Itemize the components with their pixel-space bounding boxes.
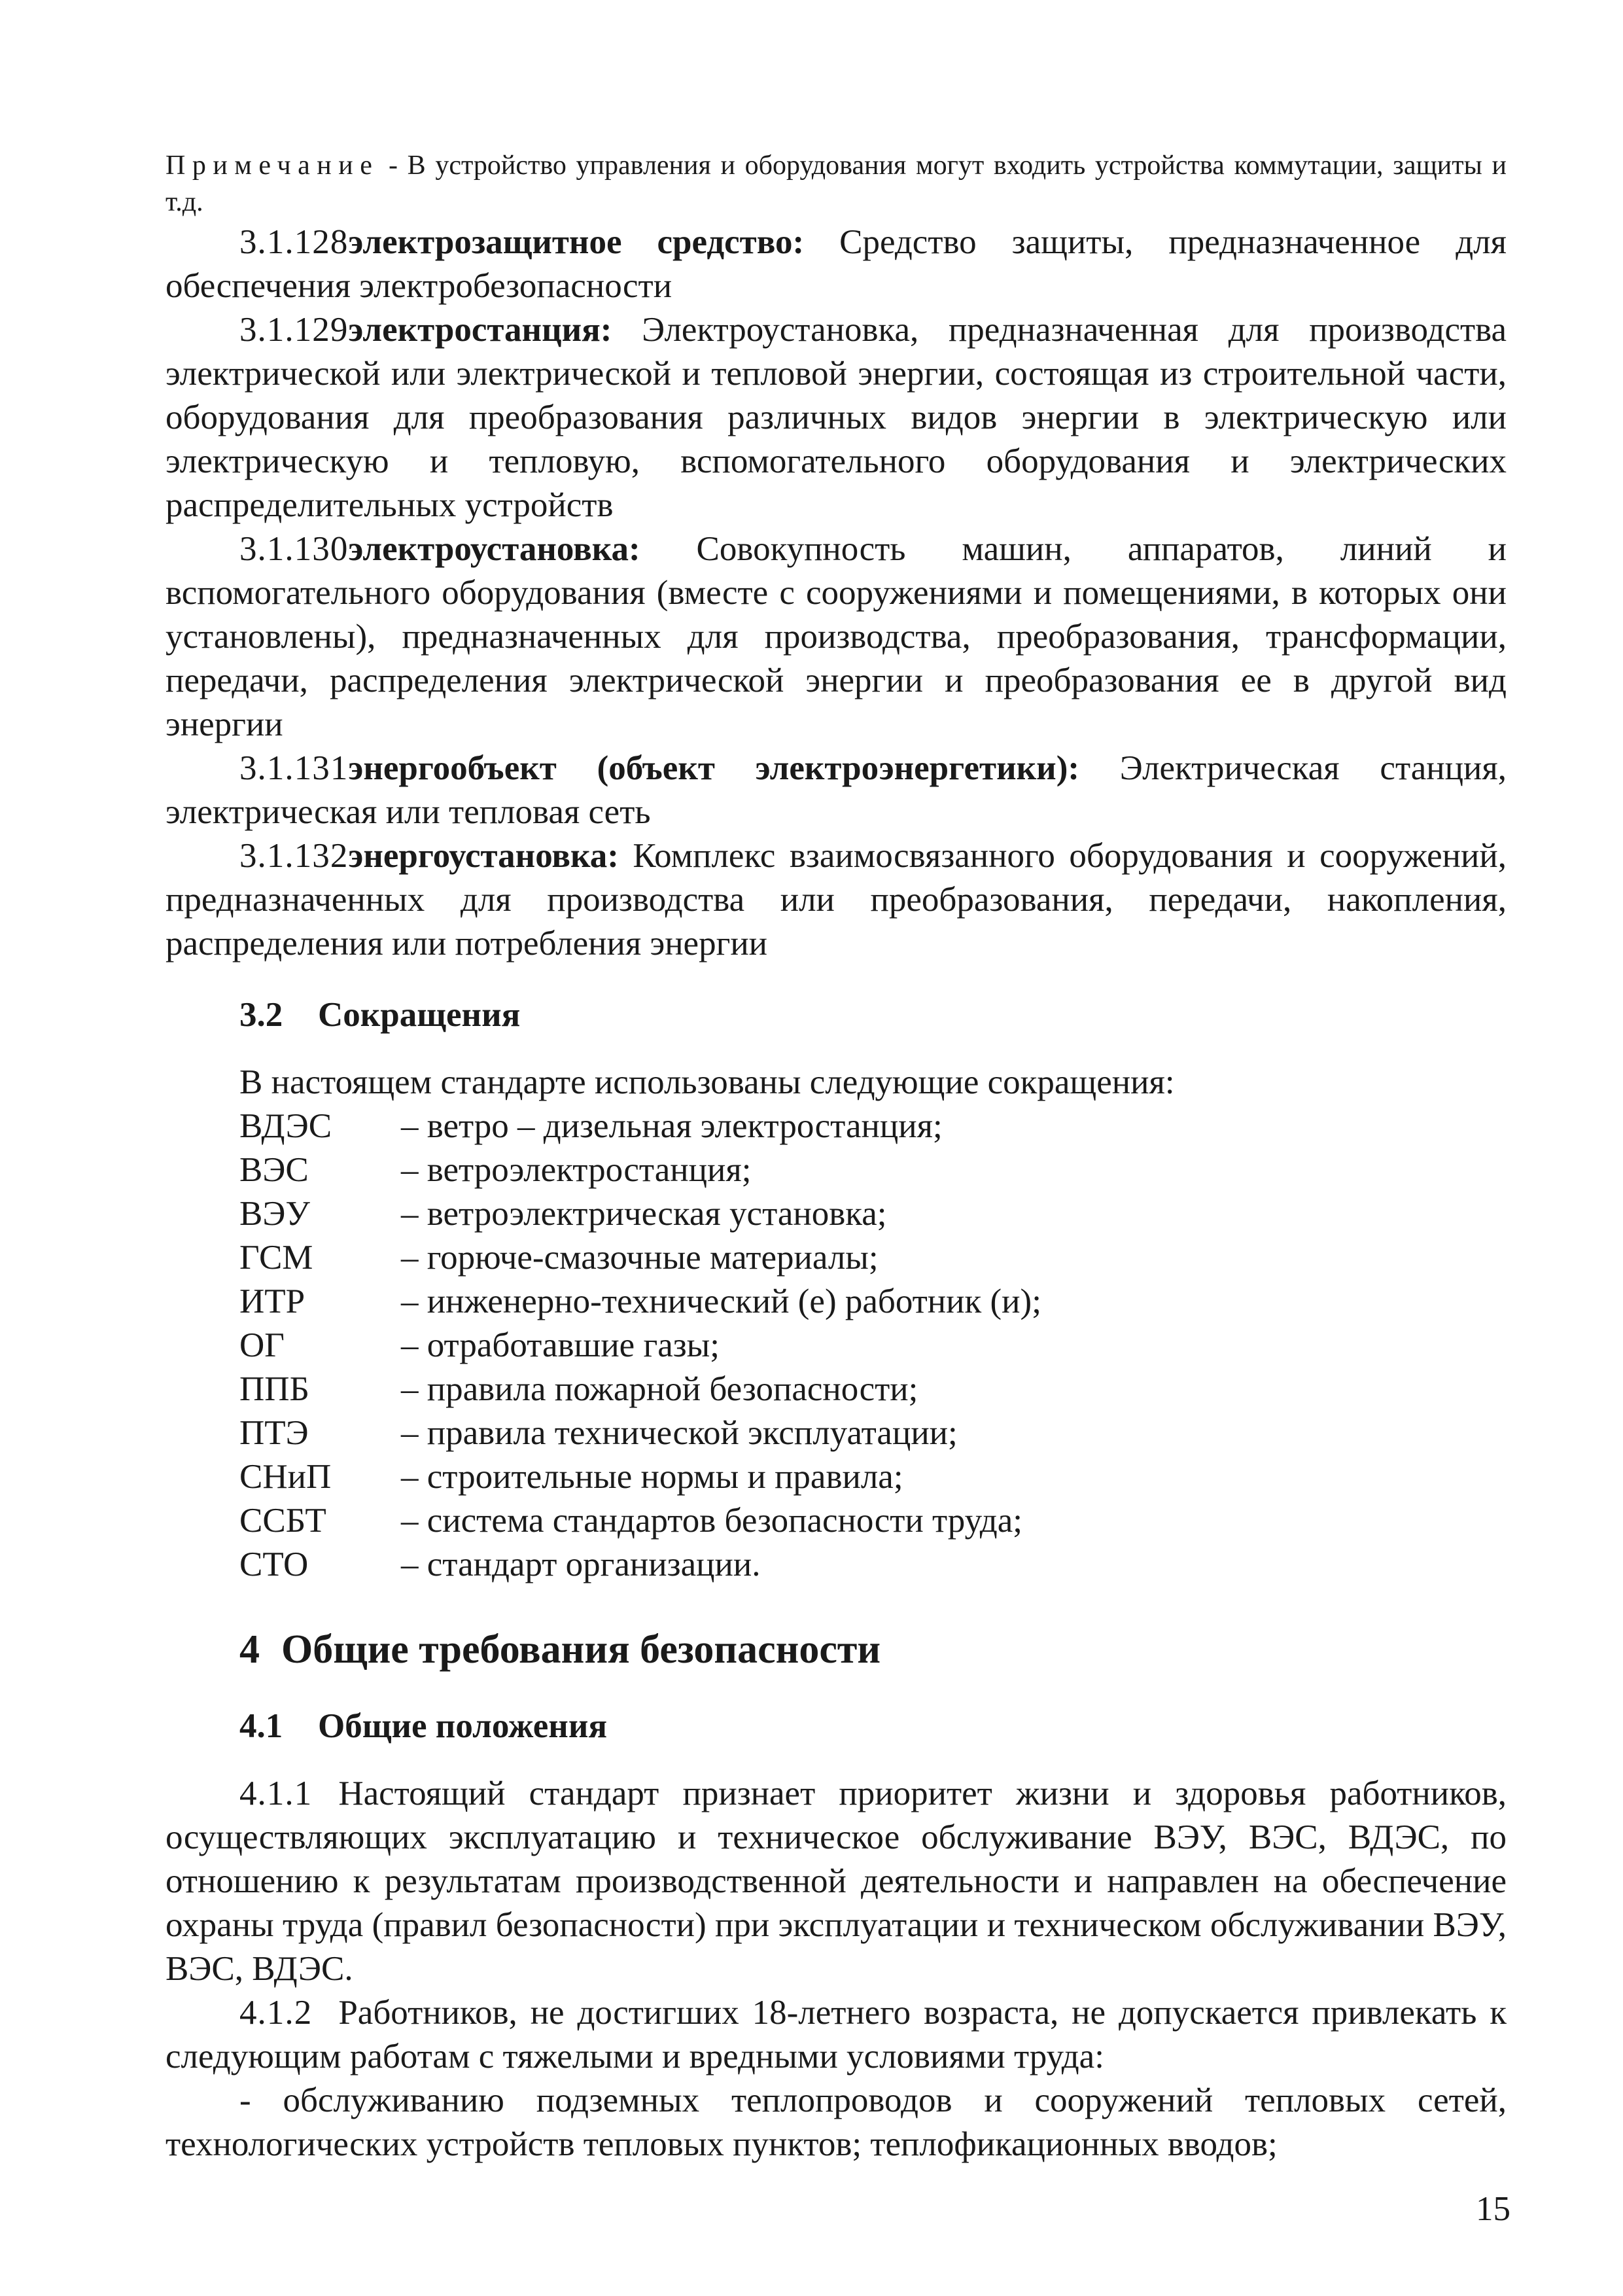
abbreviation-description: – строительные нормы и правила; bbox=[401, 1458, 903, 1496]
abbreviation-row bbox=[239, 1368, 1507, 1411]
page-number: 15 bbox=[1476, 2190, 1510, 2228]
term-name: электрозащитное средство: bbox=[348, 223, 805, 261]
abbreviation-row bbox=[239, 1148, 1507, 1192]
section-title: Общие требования безопасности bbox=[281, 1627, 881, 1672]
term-definition: Средство защиты, предназначенное для обеспечения электробезопасности bbox=[166, 223, 1507, 305]
abbreviation: СНиП bbox=[239, 1458, 332, 1496]
section-number: 4.1 bbox=[239, 1707, 283, 1745]
term-definition: Комплекс взаимосвязанного оборудования и сооружений, предназначенных для производства или преобразования, передачи, накопления, распределения или потребления энергии bbox=[166, 837, 1507, 963]
note bbox=[166, 147, 1507, 221]
note-text: - В устройство управления и оборудования могут входить устройства коммутации, защиты и т.д. bbox=[166, 150, 1507, 217]
abbreviation-description: – ветроэлектростанция; bbox=[401, 1151, 752, 1189]
term-number: 3.1.132 bbox=[239, 837, 349, 875]
term-definition: Электрическая станция, электрическая или тепловая сеть bbox=[166, 749, 1507, 831]
paragraph-text: Работников, не достигших 18-летнего возраста, не допускается привлекать к следующим работам с тяжелыми и вредными условиями труда: bbox=[166, 1994, 1507, 2075]
paragraph-number: 4.1.2 bbox=[239, 1994, 313, 2032]
abbreviation: ВДЭС bbox=[239, 1107, 332, 1145]
abbreviation-row bbox=[239, 1104, 1507, 1148]
abbreviation: ВЭУ bbox=[239, 1195, 310, 1233]
abbreviation-description: – система стандартов безопасности труда; bbox=[401, 1502, 1022, 1540]
abbreviation-row bbox=[239, 1192, 1507, 1236]
abbreviation: ИТР bbox=[239, 1282, 305, 1320]
abbreviation-description: – стандарт организации. bbox=[401, 1545, 761, 1583]
abbreviation-description: – отработавшие газы; bbox=[401, 1326, 720, 1364]
term-3-1-129 bbox=[166, 308, 1507, 527]
paragraph-text: Настоящий стандарт признает приоритет жизни и здоровья работников, осуществляющих эксплуатацию и техническое обслуживание ВЭУ, ВЭС, ВДЭС, по отношению к результатам производственной деятельности и направлен на обеспечение охраны труда (правил безопасности) при эксплуатации и техническом обслуживании ВЭУ, ВЭС, ВДЭС. bbox=[166, 1775, 1507, 1988]
paragraph-4-1-2 bbox=[166, 1991, 1507, 2079]
section-title: Сокращения bbox=[318, 996, 521, 1034]
abbreviation: СТО bbox=[239, 1545, 309, 1583]
term-name: энергообъект (объект электроэнергетики): bbox=[348, 749, 1079, 787]
section-heading-4-1 bbox=[239, 1704, 1507, 1748]
term-3-1-131 bbox=[166, 747, 1507, 834]
abbreviation-row bbox=[239, 1236, 1507, 1280]
term-name: энергоустановка: bbox=[348, 837, 619, 875]
term-name: электростанция: bbox=[348, 311, 612, 349]
paragraph-number: 4.1.1 bbox=[239, 1775, 313, 1812]
note-label: Примечание bbox=[166, 150, 379, 181]
abbreviation: ПТЭ bbox=[239, 1414, 309, 1452]
abbreviation-row bbox=[239, 1324, 1507, 1368]
abbreviation-description: – правила пожарной безопасности; bbox=[401, 1370, 918, 1408]
section-heading-4 bbox=[239, 1623, 1507, 1676]
abbreviation-row bbox=[239, 1280, 1507, 1324]
abbreviation-row bbox=[239, 1455, 1507, 1499]
abbreviation: ССБТ bbox=[239, 1502, 326, 1540]
abbreviation: ГСМ bbox=[239, 1239, 313, 1277]
term-definition: Электроустановка, предназначенная для производства электрической или электрической и тепловой энергии, состоящая из строительной части, оборудования для преобразования различных видов энергии в электрическую или электрическую и тепловую, вспомогательного оборудования и электрических распределительных устройств bbox=[166, 311, 1507, 524]
term-number: 3.1.129 bbox=[239, 311, 349, 349]
abbreviation-description: – горюче-смазочные материалы; bbox=[401, 1239, 879, 1277]
abbreviation: ВЭС bbox=[239, 1151, 309, 1189]
term-3-1-132 bbox=[166, 834, 1507, 966]
term-number: 3.1.131 bbox=[239, 749, 349, 787]
term-3-1-130 bbox=[166, 527, 1507, 747]
term-definition: Совокупность машин, аппаратов, линий и вспомогательного оборудования (вместе с сооружениями и помещениями, в которых они установлены), предназначенных для производства, преобразования, трансформации, передачи, распределения электрической энергии и преобразования ее в другой вид энергии bbox=[166, 530, 1507, 743]
abbreviation-description: – правила технической эксплуатации; bbox=[401, 1414, 958, 1452]
section-number: 3.2 bbox=[239, 996, 283, 1034]
section-number: 4 bbox=[239, 1627, 260, 1672]
section-title: Общие положения bbox=[318, 1707, 608, 1745]
list-item: - обслуживанию подземных теплопроводов и сооружений тепловых сетей, технологических устройств тепловых пунктов; теплофикационных вводов; bbox=[166, 2081, 1507, 2163]
document-page bbox=[166, 147, 1507, 2166]
abbreviation-row bbox=[239, 1411, 1507, 1455]
abbreviation-description: – ветроэлектрическая установка; bbox=[401, 1195, 887, 1233]
term-number: 3.1.128 bbox=[239, 223, 349, 261]
paragraph-4-1-1 bbox=[166, 1772, 1507, 1991]
abbreviation-description: – инженерно-технический (е) работник (и); bbox=[401, 1282, 1041, 1320]
abbreviation-row bbox=[239, 1499, 1507, 1543]
term-number: 3.1.130 bbox=[239, 530, 349, 568]
abbreviation-row bbox=[239, 1543, 1507, 1587]
term-name: электроустановка: bbox=[348, 530, 640, 568]
term-3-1-128 bbox=[166, 221, 1507, 308]
abbreviation-description: – ветро – дизельная электростанция; bbox=[401, 1107, 943, 1145]
section-heading-3-2 bbox=[239, 993, 1507, 1037]
abbreviation: ОГ bbox=[239, 1326, 285, 1364]
abbreviations-intro: В настоящем стандарте использованы следующие сокращения: bbox=[239, 1063, 1175, 1101]
abbreviation: ППБ bbox=[239, 1370, 309, 1408]
